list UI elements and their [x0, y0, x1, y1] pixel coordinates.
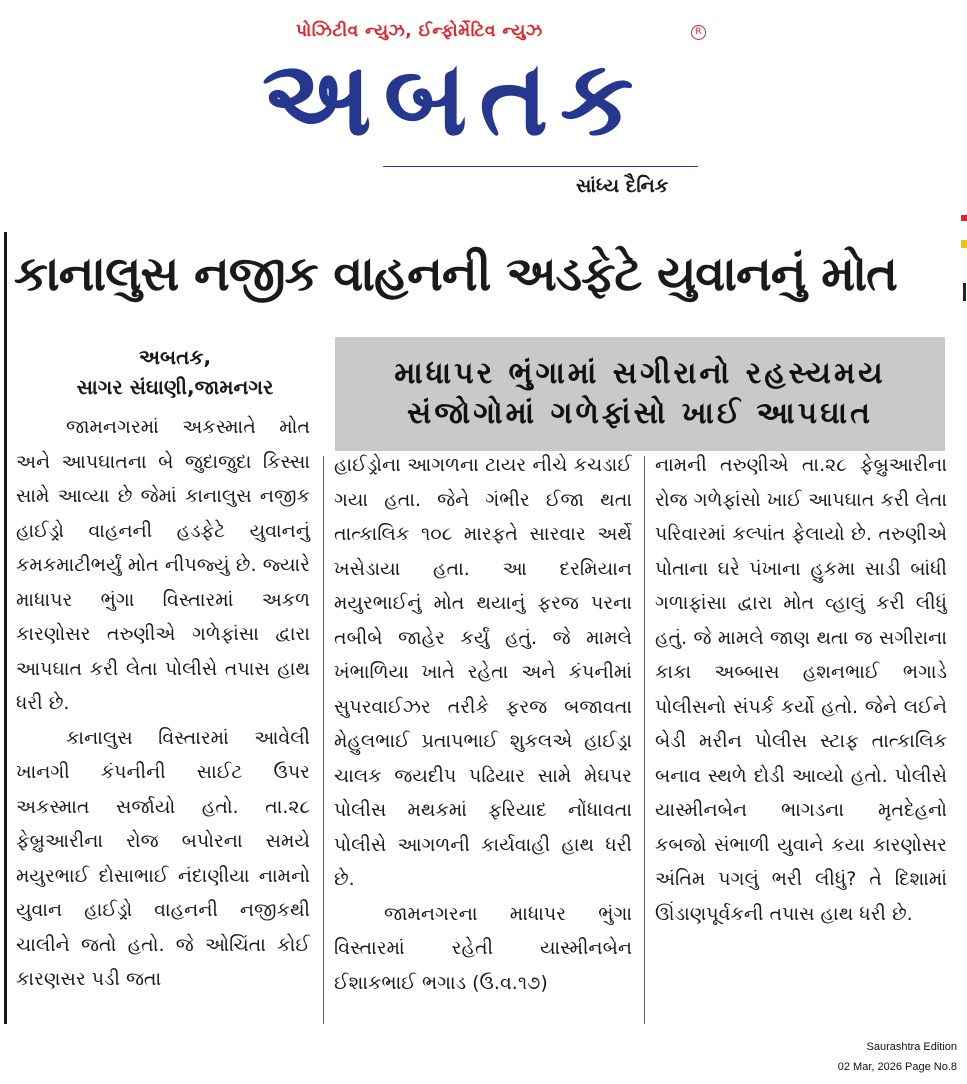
article-subheadline — [394, 354, 885, 434]
article-paragraph: જામનગરમાં અકસ્માતે મોત અને આપઘાતના બે જુદાજુદા કિસ્સા સામે આવ્યા છે જેમાં કાનાલુસ નજીક હાઈડ્રો વાહનની હડફેટે યુવાનનું કમકમાટીભર્યું મોત નીપજ્યું છે. જ્યારે માધાપર ભુંગા વિસ્તારમાં અકળ કારણોસર તરુણીએ ગળેફાંસા દ્વારા આપઘાત કરી લેતા પોલીસે તપાસ હાથ ધરી છે. — [16, 416, 310, 714]
footer-edition: Saurashtra Edition — [866, 1041, 957, 1053]
byline-source: અબતક, — [138, 345, 212, 369]
article-paragraph: કાનાલુસ વિસ્તારમાં આવેલી ખાનગી કંપનીની સાઈટ ઉપર અકસ્માત સર્જાયો હતો. તા.૨૮ ફેબ્રુઆરીના રોજ બપોરના સમયે મયુરભાઈ દોસાભાઈ નંદાણીયા નામનો યુવાન હાઈડ્રો વાહનની નજીકથી ચાલીને જતો હતો. જે ઓચિંતા કોઈ કારણસર પડી જતા — [16, 726, 310, 990]
article-paragraph: નામની તરુણીએ તા.૨૮ ફેબ્રુઆરીના રોજ ગળેફાંસો ખાઈ આપઘાત કરી લેતા પરિવારમાં કલ્પાંત ફેલાયો છે. તરુણીએ પોતાના ઘરે પંખાના હુકમા સાડી બાંધી ગળાફાંસા દ્વારા મોત વ્હાલું કરી લીધું હતું. જે મામલે જાણ થતા જ સગીરાના કાકા અબ્બાસ હશનભાઈ ભગાડે પોલીસનો સંપર્ક કર્યો હતો. જેને લઈને બેડી મરીન પોલીસ સ્ટાફ તાત્કાલિક બનાવ સ્થળે દોડી આવ્યો હતો. પોલીસે યાસ્મીનબેન ભાગડના મૃતદેહનો કબજો સંભાળી યુવાને કયા કારણોસર અંતિમ પગલું ભરી લીધું? તે દિશામાં ઊંડાણપૂર્વકની તપાસ હાથ ધરી છે. — [655, 454, 947, 925]
article-column-3 — [655, 430, 947, 1030]
article-paragraph: જામનગરના માધાપર ભુંગા વિસ્તારમાં રહેતી યાસ્મીનબેન ઈશાકભાઈ ભગાડ (ઉ.વ.૧૭) — [334, 902, 632, 994]
subheadline-line: સંજોગોમાં ગળેફાંસો ખાઈ આપઘાત — [407, 396, 873, 431]
edition-type: સાંધ્ય દૈનિક — [576, 175, 669, 197]
subheadline-line: માધાપર ભુંગામાં સગીરાનો રહસ્યમય — [394, 356, 886, 391]
byline-reporter: સાગર સંઘાણી,જામનગર — [76, 375, 274, 399]
masthead — [0, 0, 967, 210]
column-divider — [644, 456, 645, 1024]
article-headline: કાનાલુસ નજીક વાહનની અડફેટે યુવાનનું મોત — [14, 246, 897, 302]
article-left-rule — [4, 232, 7, 1024]
newspaper-logo: અબતક — [262, 37, 646, 159]
footer-date-page: 02 Mar, 2026 Page No.8 — [837, 1061, 957, 1073]
article-byline — [20, 342, 330, 402]
article-paragraph: હાઈડ્રોના આગળના ટાયર નીચે કચડાઈ ગયા હતા. જેને ગંભીર ઈજા થતા તાત્કાલિક ૧૦૮ મારફતે સારવાર અર્થે ખસેડાયા હતા. આ દરમિયાન મયુરભાઈનું મોત થયાનું ફરજ પરના તબીબે જાહેર કર્યું હતું. જે મામલે ખંભાળિયા ખાતે રહેતા અને કંપનીમાં સુપરવાઈઝર તરીકે ફરજ બજાવતા મેહુલભાઈ પ્રતાપભાઈ શુકલએ હાઈડ્રા ચાલક જયદીપ પઢિયાર સામે મેઘપર પોલીસ મથકમાં ફરિયાદ નોંધાવતા પોલીસે આગળની કાર્યવાહી હાથ ધરી છે. — [334, 454, 632, 890]
registered-mark-icon: R — [691, 25, 706, 40]
edge-mark-dark — [963, 283, 966, 301]
edge-mark-yellow — [961, 240, 967, 248]
edge-mark-red — [961, 215, 967, 221]
logo-underline — [383, 166, 698, 167]
column-divider — [323, 456, 324, 1024]
masthead-tagline: પોઝિટીવ ન્યુઝ, ઈન્ફોર્મેટિવ ન્યુઝ — [296, 21, 543, 41]
article-column-1 — [16, 410, 310, 997]
article-column-2 — [334, 430, 632, 1030]
